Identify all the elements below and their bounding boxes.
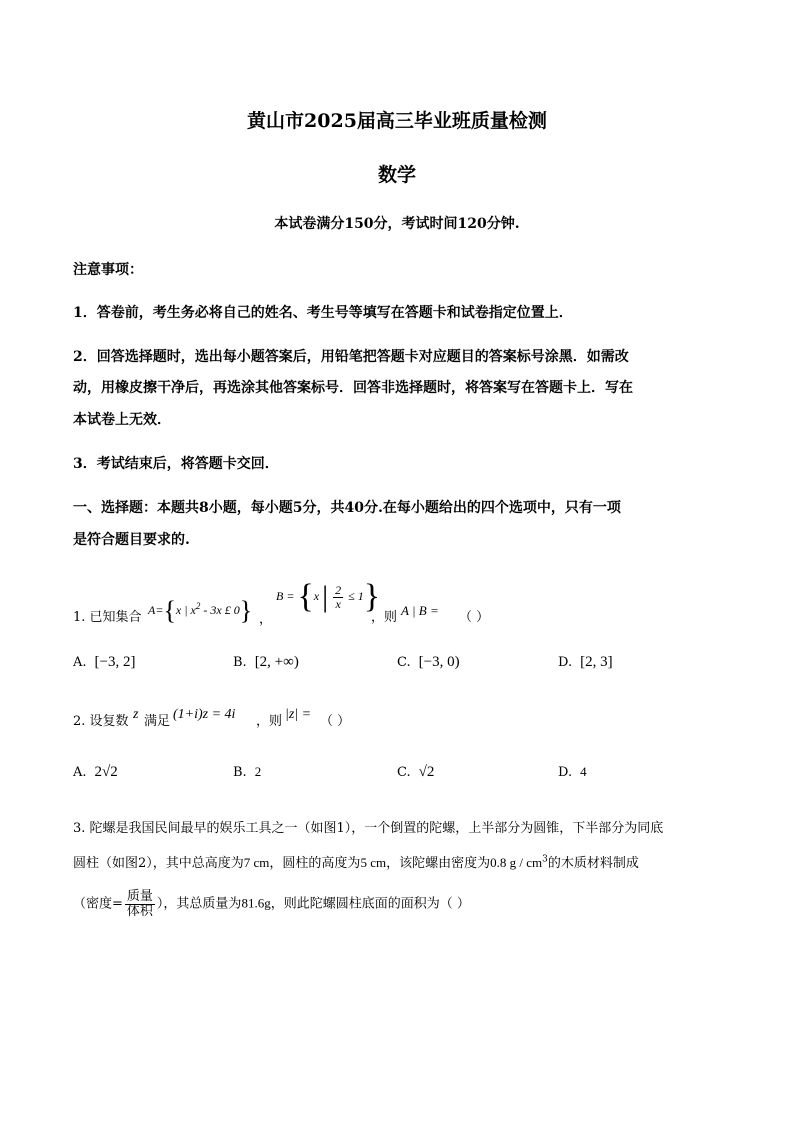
notice-item-2-line-3: 本试卷上无效． (73, 412, 171, 428)
q3-line-3: （密度= $\frac{\text{质量}}{\text{体积}}$ ），其总质量为81.6g，则此陀螺圆柱底面的面积为（ ） (73, 889, 470, 919)
density-fraction: $\frac{\text{质量}}{\text{体积}}$ (126, 889, 153, 919)
q2-option-a: A. 2√2 (73, 764, 118, 780)
notice-item-3: 3．考试结束后，将答题卡交回． (73, 456, 279, 472)
q2-equation: (1+i)z = 4i (173, 707, 236, 722)
notice-item-2-line-1: 2．回答选择题时，选出每小题答案后，用铅笔把答题卡对应题目的答案标号涂黑．如需改 (73, 349, 629, 365)
q3-line-2: 圆柱（如图2），其中总高度为7 cm，圆柱的高度为5 cm，该陀螺由密度为0.8 g / $cm^3$的木质材料制成 (73, 854, 639, 871)
q2-option-c: C. √2 (397, 764, 435, 780)
q1-ask: ，则 (371, 610, 398, 625)
q1-expr: A | B = (401, 603, 439, 618)
q2-var: z (133, 707, 139, 722)
q1-set-a: A={x | $x^2 - 3x$ £ 0} (148, 596, 253, 625)
section-heading-line-1: 一、选择题：本题共8小题，每小题5分，共40分.在每小题给出的四个选项中，只有一项 (73, 500, 621, 516)
q1-comma: ， (259, 612, 273, 627)
q1-option-b: B. [2, +∞) (233, 654, 299, 670)
q1-option-a: A. [−3, 2] (73, 654, 136, 670)
notice-item-1: 1．答卷前，考生务必将自己的姓名、考生号等填写在答题卡和试卷指定位置上． (73, 305, 573, 321)
section-heading-line-2: 是符合题目要求的. (73, 532, 190, 548)
q1-prefix: 1. 已知集合 (73, 610, 142, 625)
q2-option-d: D. 4 (558, 764, 587, 780)
q2-prefix: 2. 设复数 (73, 714, 129, 729)
q1-option-d: D. [2, 3] (558, 654, 613, 670)
q3-line-1: 3. 陀螺是我国民间最早的娱乐工具之一（如图1），一个倒置的陀螺，上半部分为圆锥，下半部分为同底 (73, 821, 664, 836)
q1-set-b: B = {x | $\frac{2}{x}$ ≤ 1} (276, 578, 381, 615)
q2-abs: |z| = (285, 707, 312, 722)
q2-answer-paren: （ ） (320, 714, 351, 729)
subject-title: 数学 (377, 164, 416, 186)
q2-ask: ，则 (256, 714, 283, 729)
exam-info: 本试卷满分150分，考试时间120分钟. (274, 216, 520, 232)
q1-answer-paren: （ ） (459, 610, 490, 625)
q1-option-c: C. [−3, 0) (397, 654, 460, 670)
q2-option-b: B. 2 (233, 764, 262, 780)
exam-title: 黄山市2025届高三毕业班质量检测 (247, 110, 547, 132)
notice-item-2-line-2: 动，用橡皮擦干净后，再选涂其他答案标号．回答非选择题时，将答案写在答题卡上．写在 (73, 380, 633, 396)
notice-heading: 注意事项： (73, 262, 143, 278)
q2-mid: 满足 (144, 714, 171, 729)
